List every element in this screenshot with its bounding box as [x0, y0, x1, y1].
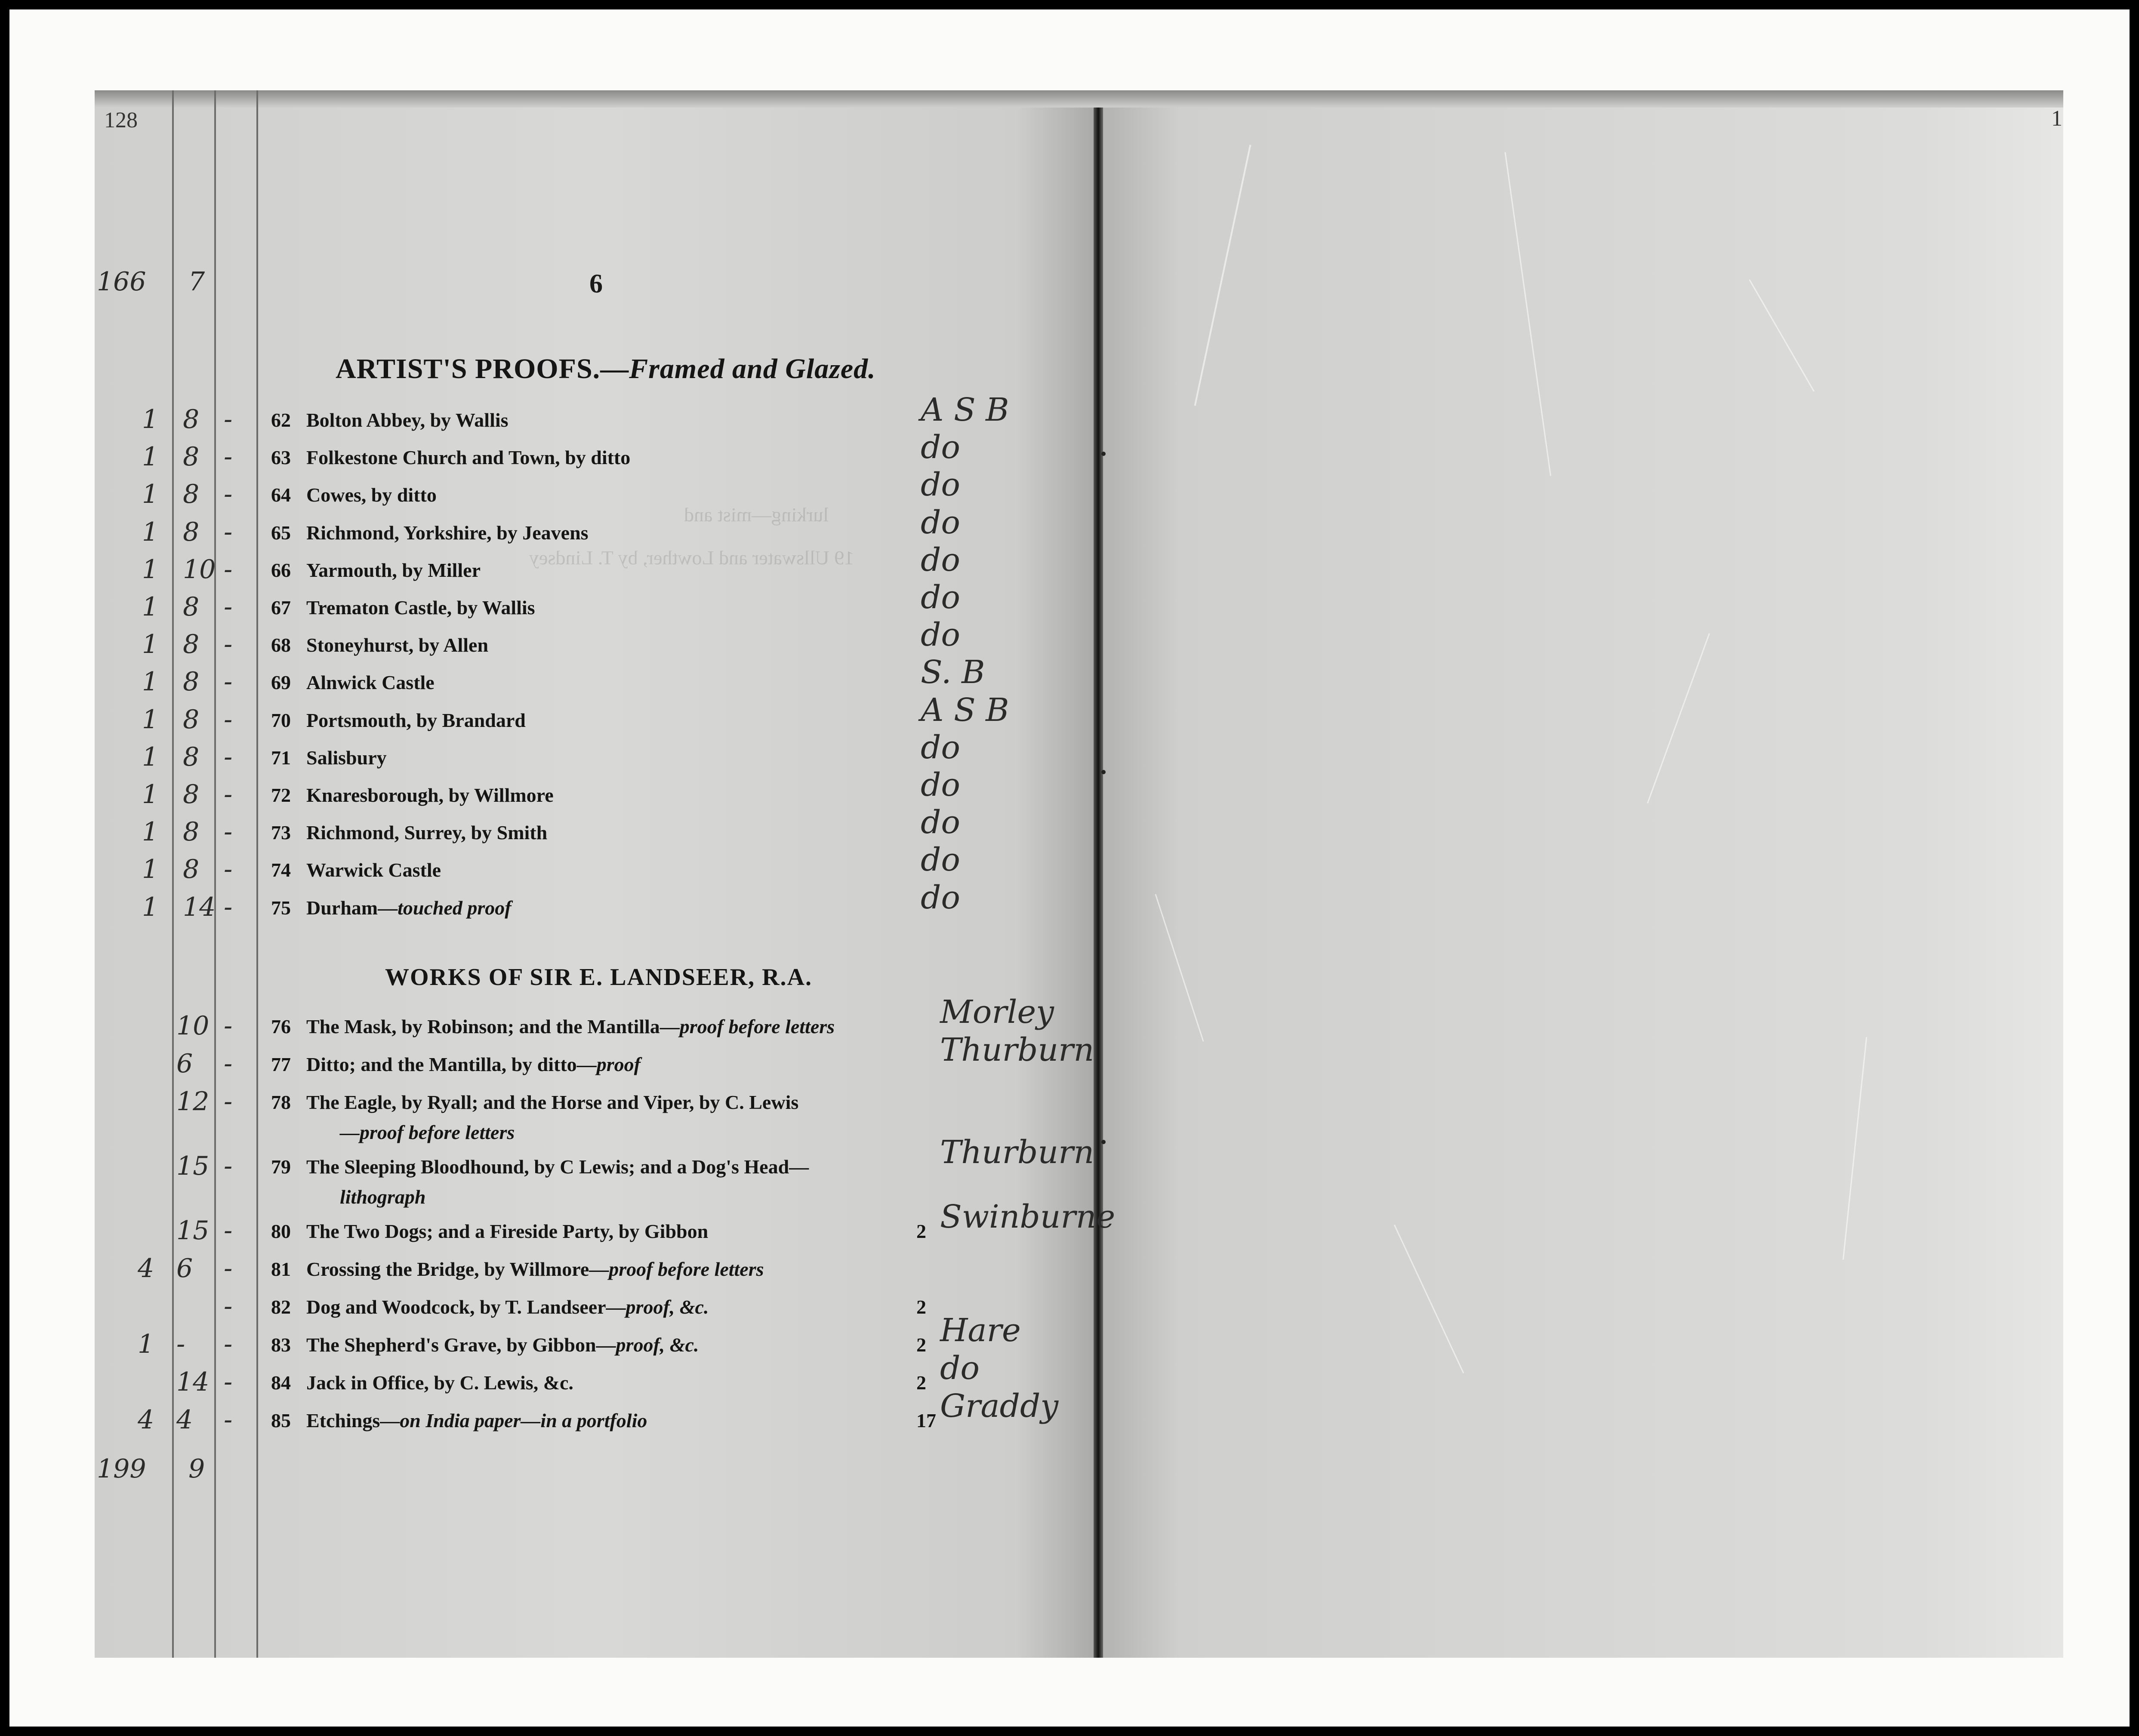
entry-number: 73 [271, 822, 291, 844]
entry-number: 78 [271, 1091, 291, 1113]
list-item [271, 746, 387, 769]
list-item [271, 1053, 641, 1076]
buyer-name: do [921, 429, 960, 466]
margin-shillings: 4 [176, 1405, 193, 1435]
entry-continuation: lithograph [340, 1186, 426, 1208]
margin-dash: - [224, 554, 233, 585]
binding-dot [1101, 452, 1106, 456]
margin-shillings: 8 [183, 479, 200, 510]
entry-number: 71 [271, 746, 291, 769]
quantity: 2 [916, 1334, 926, 1356]
margin-shillings: 8 [183, 667, 200, 697]
margin-shillings: 8 [183, 404, 200, 434]
margin-shillings: 6 [176, 1049, 193, 1079]
entry-title: Durham— [306, 896, 398, 919]
list-item [271, 446, 630, 469]
list-item [271, 1091, 798, 1114]
buyer-name: Thurburn [940, 1134, 1094, 1171]
entry-title: Portsmouth, by Brandard [306, 709, 526, 731]
margin-pounds: 1 [142, 892, 159, 922]
margin-pounds: 1 [142, 479, 159, 510]
margin-pounds: 1 [142, 817, 159, 847]
page-number: 6 [589, 269, 603, 299]
entry-number: 62 [271, 409, 291, 431]
entry-title: Folkestone Church and Town, by ditto [306, 446, 631, 469]
margin-total-pounds: 166 [97, 267, 146, 297]
entry-note: proof, &c. [616, 1334, 699, 1356]
margin-dash: - [224, 629, 233, 660]
margin-pounds: 1 [142, 704, 159, 735]
buyer-name: do [921, 466, 960, 504]
entry-title: Trematon Castle, by Wallis [306, 597, 535, 619]
folio-number-right: 1 [2051, 106, 2062, 131]
landseer-heading: WORKS OF SIR E. LANDSEER, R.A. [385, 964, 812, 991]
entry-title: Crossing the Bridge, by Willmore— [306, 1258, 609, 1280]
entry-number: 83 [271, 1334, 291, 1356]
margin-dash: - [224, 442, 233, 472]
buyer-name: A S B [921, 391, 1009, 428]
list-item [271, 1155, 809, 1178]
margin-pounds: 1 [142, 554, 159, 585]
margin-shillings: 15 [176, 1216, 210, 1246]
margin-dash: - [224, 667, 233, 697]
folio-number-left: 128 [104, 108, 138, 132]
margin-shillings: 8 [183, 442, 200, 472]
entry-title: Alnwick Castle [306, 671, 435, 694]
buyer-name: do [921, 579, 960, 616]
margin-shillings: 15 [176, 1151, 210, 1181]
entry-title: Warwick Castle [306, 859, 441, 881]
margin-dash: - [224, 479, 233, 510]
entry-title: The Shepherd's Grave, by Gibbon— [306, 1334, 616, 1356]
entry-title: The Sleeping Bloodhound, by C Lewis; and a Dog's Head— [306, 1156, 809, 1178]
list-item [271, 859, 441, 881]
buyer-name: do [921, 541, 960, 579]
buyer-name: S. B [921, 654, 985, 691]
margin-shillings: 8 [183, 592, 200, 622]
list-item [271, 409, 509, 431]
margin-dash: - [224, 1329, 233, 1359]
margin-dash: - [224, 592, 233, 622]
entry-number: 65 [271, 521, 291, 544]
list-item [271, 1258, 764, 1280]
entry-title: Bolton Abbey, by Wallis [306, 409, 509, 431]
margin-pounds: 1 [142, 517, 159, 547]
entry-title: The Eagle, by Ryall; and the Horse and Viper, by C. Lewis [306, 1091, 799, 1113]
entry-note: proof before letters [679, 1016, 835, 1037]
margin-pounds: 1 [142, 442, 159, 472]
show-through-text: 19 Ullswater and Lowther, by T. Lindsey [529, 547, 854, 569]
margin-shillings: 8 [183, 629, 200, 660]
list-item [271, 1371, 573, 1394]
margin-pounds: 1 [142, 592, 159, 622]
entry-number: 69 [271, 671, 291, 694]
entry-title: The Two Dogs; and a Fireside Party, by Gibbon [306, 1220, 709, 1242]
entry-number: 66 [271, 559, 291, 581]
buyer-name: do [921, 616, 960, 654]
buyer-name: do [921, 504, 960, 541]
margin-shillings: 8 [183, 742, 200, 772]
buyer-name: Hare [940, 1312, 1021, 1349]
show-through-text: lurking—mist and [684, 504, 829, 526]
list-item [271, 1409, 647, 1432]
entry-number: 63 [271, 446, 291, 469]
artists-proofs-heading: ARTIST'S PROOFS.—Framed and Glazed. [336, 353, 876, 385]
entry-number: 70 [271, 709, 291, 731]
ruled-line-2 [214, 90, 216, 1658]
margin-dash: - [224, 1151, 233, 1181]
buyer-name: do [940, 1350, 980, 1387]
entry-title: Cowes, by ditto [306, 484, 437, 506]
margin-total-shillings: 9 [188, 1454, 205, 1484]
entry-title: Etchings— [306, 1410, 400, 1431]
buyer-name: Graddy [940, 1388, 1059, 1425]
buyer-name: A S B [921, 691, 1009, 729]
entry-number: 68 [271, 634, 291, 656]
margin-pounds: 1 [142, 629, 159, 660]
margin-shillings: 8 [183, 517, 200, 547]
margin-total-pounds: 199 [97, 1454, 146, 1484]
entry-note: proof before letters [609, 1258, 764, 1280]
list-item [271, 559, 481, 582]
margin-shillings: 8 [183, 854, 200, 885]
entry-number: 72 [271, 784, 291, 806]
entry-note: proof [596, 1053, 641, 1075]
list-item [271, 634, 488, 656]
entry-number: 82 [271, 1296, 291, 1318]
margin-dash: - [224, 1253, 233, 1284]
entry-number: 85 [271, 1410, 291, 1431]
entry-number: 75 [271, 896, 291, 919]
entry-number: 67 [271, 597, 291, 619]
margin-pounds: 1 [142, 667, 159, 697]
margin-shillings: 8 [183, 817, 200, 847]
buyer-name: Swinburne [940, 1198, 1116, 1235]
list-item [271, 1296, 709, 1318]
margin-shillings: - [176, 1329, 185, 1359]
quantity: 17 [916, 1410, 936, 1431]
margin-dash: - [224, 1087, 233, 1117]
list-item [271, 1015, 835, 1038]
ruled-line-1 [172, 90, 174, 1658]
entry-title: Knaresborough, by Willmore [306, 784, 554, 806]
margin-dash: - [224, 742, 233, 772]
margin-dash: - [224, 404, 233, 434]
margin-dash: - [224, 1216, 233, 1246]
margin-pounds: 1 [142, 779, 159, 810]
margin-shillings: 8 [183, 704, 200, 735]
quantity: 2 [916, 1220, 926, 1242]
entry-number: 64 [271, 484, 291, 506]
right-page [1103, 90, 2063, 1658]
margin-shillings: 8 [183, 779, 200, 810]
margin-dash: - [224, 1011, 233, 1041]
margin-shillings: 12 [176, 1087, 210, 1117]
margin-pounds: 4 [138, 1253, 154, 1284]
list-item [271, 1333, 699, 1356]
margin-dash: - [224, 1049, 233, 1079]
binding-dot [1101, 770, 1106, 774]
list-item [271, 896, 512, 919]
margin-pounds: 1 [142, 742, 159, 772]
catalogue-photograph [95, 90, 2063, 1658]
entry-title: Richmond, Yorkshire, by Jeavens [306, 521, 589, 544]
buyer-name: do [921, 879, 960, 916]
margin-shillings: 14 [183, 892, 216, 922]
book-gutter [1094, 90, 1103, 1658]
entry-note: on India paper—in a portfolio [400, 1410, 647, 1431]
margin-dash: - [224, 517, 233, 547]
entry-title: Salisbury [306, 746, 387, 769]
list-item [271, 483, 437, 506]
list-item [271, 784, 554, 806]
buyer-name: do [921, 804, 960, 841]
list-item [271, 521, 589, 544]
quantity: 2 [916, 1296, 926, 1318]
margin-pounds: 1 [142, 854, 159, 885]
entry-note: proof, &c. [626, 1296, 709, 1318]
entry-number: 79 [271, 1156, 291, 1178]
entry-number: 77 [271, 1053, 291, 1075]
entry-number: 84 [271, 1372, 291, 1394]
margin-dash: - [224, 1291, 233, 1321]
binding-dot [1101, 1140, 1106, 1144]
entry-number: 81 [271, 1258, 291, 1280]
photo-mount [9, 9, 2130, 1727]
entry-title: Jack in Office, by C. Lewis, &c. [306, 1372, 573, 1394]
margin-pounds: 1 [142, 404, 159, 434]
entry-title: Richmond, Surrey, by Smith [306, 822, 548, 844]
margin-dash: - [224, 892, 233, 922]
quantity: 2 [916, 1372, 926, 1394]
entry-title: Yarmouth, by Miller [306, 559, 481, 581]
margin-pounds: 1 [138, 1329, 154, 1359]
buyer-name: do [921, 766, 960, 803]
margin-dash: - [224, 817, 233, 847]
margin-shillings: 14 [176, 1367, 210, 1397]
buyer-name: Morley [940, 994, 1054, 1031]
margin-shillings: 10 [183, 554, 216, 585]
page-top-shadow [95, 90, 2063, 108]
entry-number: 74 [271, 859, 291, 881]
margin-shillings: 10 [176, 1011, 210, 1041]
margin-pounds: 4 [138, 1405, 154, 1435]
entry-title: Ditto; and the Mantilla, by ditto— [306, 1053, 597, 1075]
entry-number: 76 [271, 1016, 291, 1037]
margin-shillings: 6 [176, 1253, 193, 1284]
ruled-line-3 [256, 90, 258, 1658]
buyer-name: do [921, 841, 960, 879]
buyer-name: Thurburn [940, 1031, 1094, 1068]
entry-number: 80 [271, 1220, 291, 1242]
list-item [271, 709, 526, 732]
margin-total-shillings: 7 [188, 267, 205, 297]
buyer-name: do [921, 729, 960, 766]
entry-title: The Mask, by Robinson; and the Mantilla— [306, 1016, 680, 1037]
list-item [271, 671, 435, 694]
margin-dash: - [224, 1405, 233, 1435]
entry-continuation: —proof before letters [340, 1121, 515, 1143]
margin-dash: - [224, 854, 233, 885]
entry-note: touched proof [398, 896, 512, 919]
list-item [271, 821, 547, 844]
margin-dash: - [224, 779, 233, 810]
entry-title: Stoneyhurst, by Allen [306, 634, 489, 656]
margin-dash: - [224, 704, 233, 735]
margin-dash: - [224, 1367, 233, 1397]
entry-title: Dog and Woodcock, by T. Landseer— [306, 1296, 626, 1318]
list-item [271, 1220, 708, 1243]
list-item [271, 596, 535, 619]
